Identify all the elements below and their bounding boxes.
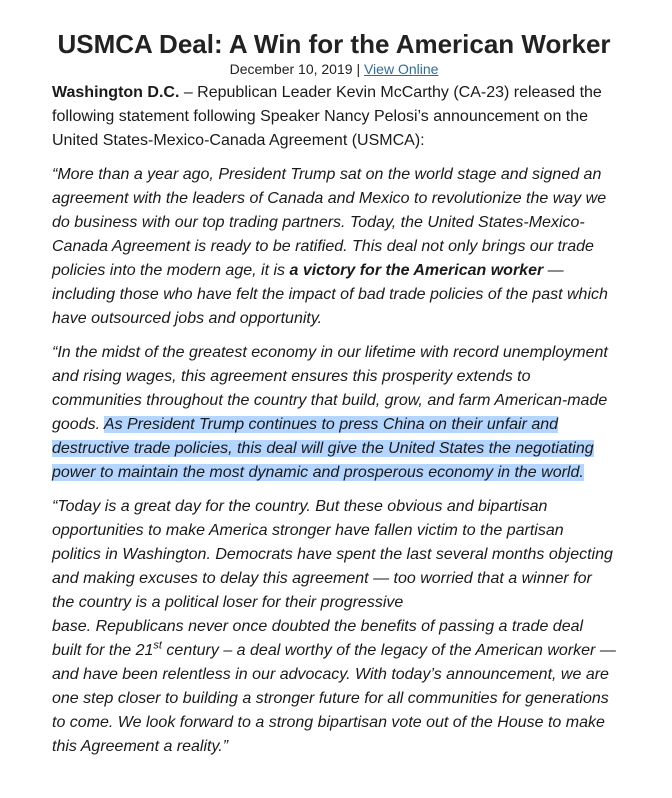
quote1-part2: — including those who have felt the impact of bad trade policies of the past which have outsourced jobs and opportunity. bbox=[52, 262, 608, 327]
dateline bbox=[52, 60, 616, 78]
quote-paragraph-1 bbox=[52, 163, 616, 331]
release-date: December 10, 2019 bbox=[229, 61, 353, 77]
selected-text[interactable]: As President Trump continues to press China on their unfair and destructive trade policies, this deal will give the United States the negotiating power to maintain the most dynamic and prosperous economy in the world. bbox=[52, 416, 594, 481]
quote1-bold: a victory for the American worker bbox=[289, 262, 544, 279]
quote-paragraph-2 bbox=[52, 341, 616, 485]
quote3-part1: “Today is a great day for the country. But these obvious and bipartisan opportunities to make America stronger have fallen victim to the partisan politics in Washington. Democrats have spent the last several months objecting and making excuses to delay this agreement — too worried that a winner for the country is a political loser for their progressive bbox=[52, 498, 613, 611]
quote-paragraph-3 bbox=[52, 495, 616, 759]
quote1-part1: “More than a year ago, President Trump sat on the world stage and signed an agreement with the leaders of Canada and Mexico to revolutionize the way we do business with our top trading partners. Today, the United States-Mexico-Canada Agreement is ready to be ratified. This deal not only brings our trade policies into the modern age, it is bbox=[52, 166, 607, 279]
quote3-superscript: st bbox=[153, 639, 162, 652]
quote3-part1b: base. Republicans never once doubted the benefits of passing a trade deal built for the 21 bbox=[52, 618, 584, 659]
intro-text: – Republican Leader Kevin McCarthy (CA-23) released the following statement following Speaker Nancy Pelosi’s announcement on the United States-Mexico-Canada Agreement (USMCA): bbox=[52, 84, 602, 149]
view-online-link[interactable]: View Online bbox=[363, 61, 439, 77]
quote3-part2: century – a deal worthy of the legacy of the American worker — and have been relentless in our advocacy. With today’s announcement, we are one step closer to building a stronger future for all communities for generations to come. We look forward to a strong bipartisan vote out of the House to make this Agreement a reality.” bbox=[52, 642, 616, 755]
quote2-part1: “In the midst of the greatest economy in our lifetime with record unemployment and rising wages, this agreement ensures this prosperity extends to communities throughout the country that build, grow, and farm American-made goods. bbox=[52, 344, 608, 433]
intro-paragraph bbox=[52, 81, 616, 153]
dateline-separator: | bbox=[356, 61, 361, 77]
location: Washington D.C. bbox=[52, 84, 180, 101]
headline: USMCA Deal: A Win for the American Worker bbox=[57, 29, 611, 59]
